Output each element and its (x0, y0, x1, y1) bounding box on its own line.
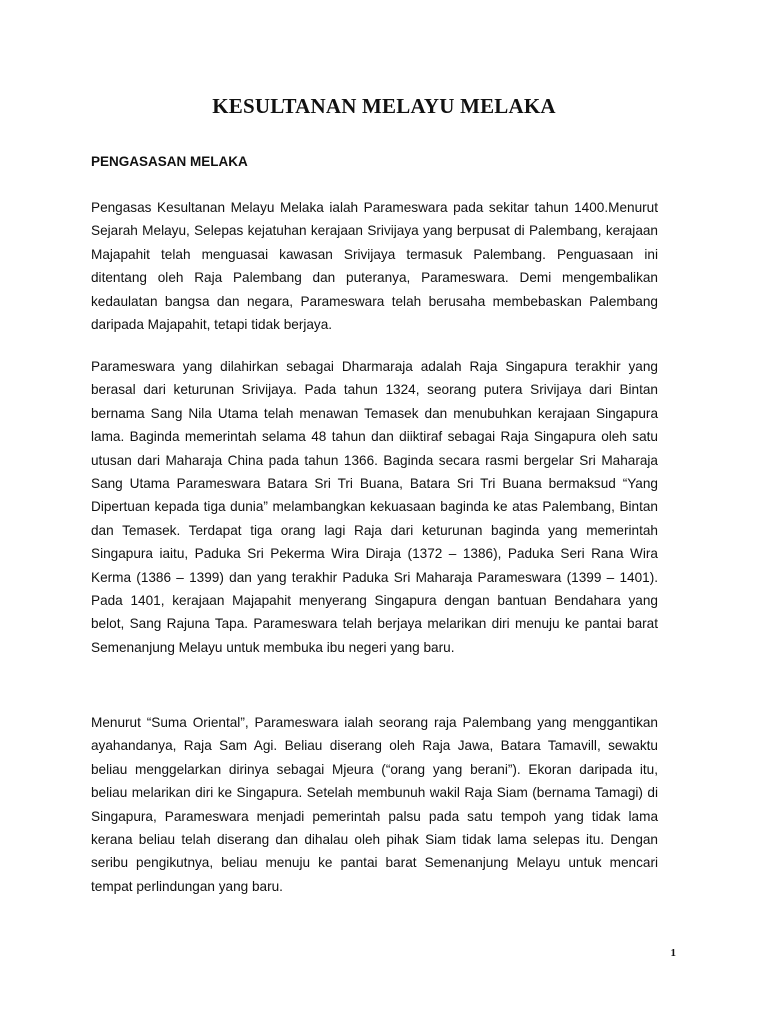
document-title: KESULTANAN MELAYU MELAKA (212, 94, 556, 118)
section-heading: PENGASASAN MELAKA (91, 154, 248, 169)
page-number: 1 (670, 947, 676, 959)
paragraph-1: Pengasas Kesultanan Melayu Melaka ialah Parameswara pada sekitar tahun 1400.Menurut Sejarah Melayu, Selepas kejatuhan kerajaan Srivijaya yang berpusat di Palembang, kerajaan Majapahit telah menguasai kawasan Srivijaya termasuk Palembang. Penguasaan ini ditentang oleh Raja Palembang dan puteranya, Parameswara. Demi mengembalikan kedaulatan bangsa dan negara, Parameswara telah berusaha membebaskan Palembang daripada Majapahit, tetapi tidak berjaya. (91, 200, 658, 333)
paragraph-2: Parameswara yang dilahirkan sebagai Dharmaraja adalah Raja Singapura terakhir yang berasal dari keturunan Srivijaya. Pada tahun 1324, seorang putera Srivijaya dari Bintan bernama Sang Nila Utama telah menawan Temasek dan menubuhkan kerajaan Singapura lama. Baginda memerintah selama 48 tahun dan diiktiraf sebagai Raja Singapura oleh satu utusan dari Maharaja China pada tahun 1366. Baginda secara rasmi bergelar Sri Maharaja Sang Utama Parameswara Batara Sri Tri Buana, Batara Sri Tri Buana bermaksud “Yang Dipertuan kepada tiga dunia” melambangkan kekuasaan baginda ke atas Palembang, Bintan dan Temasek. Terdapat tiga orang lagi Raja dari keturunan baginda yang memerintah Singapura iaitu, Paduka Sri Pekerma Wira Diraja (1372 – 1386), Paduka Seri Rana Wira Kerma (1386 – 1399) dan yang terakhir Paduka Sri Maharaja Parameswara (1399 – 1401). Pada 1401, kerajaan Majapahit menyerang Singapura dengan bantuan Bendahara yang belot, Sang Rajuna Tapa. Parameswara telah berjaya melarikan diri menuju ke pantai barat Semenanjung Melayu untuk membuka ibu negeri yang baru. (91, 359, 658, 655)
paragraph-3: Menurut “Suma Oriental”, Parameswara ialah seorang raja Palembang yang menggantikan ayahandanya, Raja Sam Agi. Beliau diserang oleh Raja Jawa, Batara Tamavill, sewaktu beliau menggelarkan dirinya sebagai Mjeura (“orang yang berani”). Ekoran daripada itu, beliau melarikan diri ke Singapura. Setelah membunuh wakil Raja Siam (bernama Tamagi) di Singapura, Parameswara menjadi pemerintah palsu pada satu tempoh yang tidak lama kerana beliau telah diserang dan dihalau oleh pihak Siam tidak lama selepas itu. Dengan seribu pengikutnya, beliau menuju ke pantai barat Semenanjung Melayu untuk mencari tempat perlindungan yang baru. (91, 715, 658, 894)
